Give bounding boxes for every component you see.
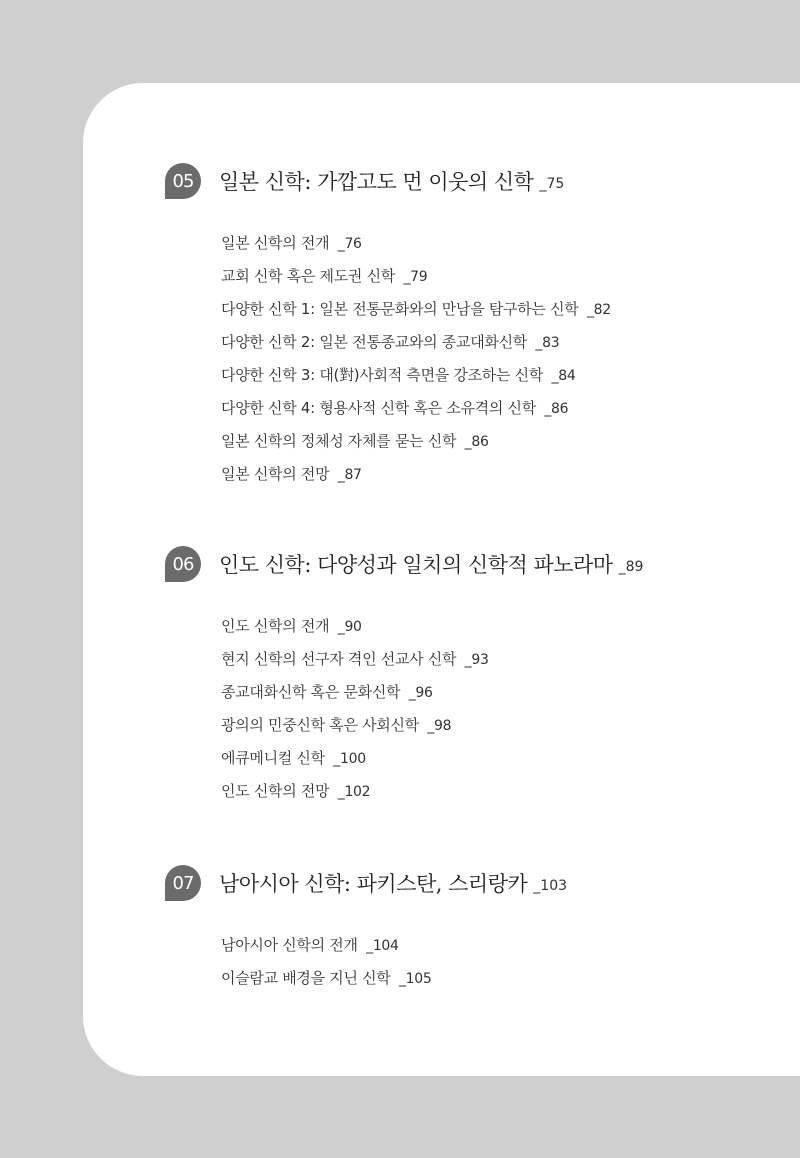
toc-entry[interactable]: [221, 293, 611, 326]
entry-title: 다양한 신학 3: 대(對)사회적 측면을 강조하는 신학: [221, 366, 544, 384]
entry-page: _82: [586, 302, 611, 318]
toc-entry[interactable]: [221, 227, 611, 260]
entry-page: _83: [535, 335, 560, 351]
entry-page: _86: [464, 434, 489, 450]
entry-title: 인도 신학의 전개: [221, 617, 330, 635]
chapter-heading: [165, 161, 564, 201]
section-list: [221, 610, 489, 808]
entry-page: _84: [551, 368, 576, 384]
chapter-number-badge: 07: [165, 865, 201, 901]
entry-title: 인도 신학의 전망: [221, 782, 330, 800]
entry-page: _87: [337, 467, 362, 483]
entry-page: _93: [464, 652, 489, 668]
chapter-page: _103: [533, 878, 568, 894]
entry-page: _76: [337, 236, 362, 252]
entry-page: _96: [408, 685, 433, 701]
entry-title: 일본 신학의 정체성 자체를 묻는 신학: [221, 432, 457, 450]
toc-entry[interactable]: [221, 709, 489, 742]
entry-title: 에큐메니컬 신학: [221, 749, 325, 767]
entry-title: 다양한 신학 2: 일본 전통종교와의 종교대화신학: [221, 333, 527, 351]
entry-title: 종교대화신학 혹은 문화신학: [221, 683, 401, 701]
toc-entry[interactable]: [221, 425, 611, 458]
toc-entry[interactable]: [221, 643, 489, 676]
section-list: [221, 227, 611, 491]
entry-title: 광의의 민중신학 혹은 사회신학: [221, 716, 419, 734]
entry-page: _100: [333, 751, 366, 767]
entry-title: 일본 신학의 전망: [221, 465, 330, 483]
toc-entry[interactable]: [221, 929, 432, 962]
entry-page: _98: [427, 718, 452, 734]
toc-entry[interactable]: [221, 742, 489, 775]
entry-page: _104: [366, 938, 399, 954]
chapter-title: 일본 신학: 가깝고도 먼 이웃의 신학: [219, 170, 534, 194]
entry-title: 다양한 신학 1: 일본 전통문화와의 만남을 탐구하는 신학: [221, 300, 579, 318]
entry-page: _90: [337, 619, 362, 635]
section-list: [221, 929, 432, 995]
chapter-number-badge: 05: [165, 163, 201, 199]
entry-title: 현지 신학의 선구자 격인 선교사 신학: [221, 650, 457, 668]
toc-entry[interactable]: [221, 260, 611, 293]
chapter-number-badge: 06: [165, 546, 201, 582]
chapter-title: 인도 신학: 다양성과 일치의 신학적 파노라마: [219, 553, 613, 577]
chapter-heading: [165, 544, 643, 584]
toc-entry[interactable]: [221, 458, 611, 491]
entry-title: 일본 신학의 전개: [221, 234, 330, 252]
chapter-title: 남아시아 신학: 파키스탄, 스리랑카: [219, 872, 528, 896]
toc-entry[interactable]: [221, 326, 611, 359]
chapter-heading: [165, 863, 567, 903]
chapter-page: _75: [539, 176, 565, 192]
toc-entry[interactable]: [221, 775, 489, 808]
entry-title: 교회 신학 혹은 제도권 신학: [221, 267, 395, 285]
toc-entry[interactable]: [221, 610, 489, 643]
entry-title: 이슬람교 배경을 지닌 신학: [221, 969, 391, 987]
chapter-page: _89: [618, 559, 644, 575]
toc-entry[interactable]: [221, 359, 611, 392]
toc-entry[interactable]: [221, 392, 611, 425]
entry-page: _79: [403, 269, 428, 285]
entry-title: 다양한 신학 4: 형용사적 신학 혹은 소유격의 신학: [221, 399, 536, 417]
toc-entry[interactable]: [221, 676, 489, 709]
toc-entry[interactable]: [221, 962, 432, 995]
entry-page: _105: [398, 971, 432, 987]
toc-page: [83, 83, 800, 1076]
entry-page: _102: [337, 784, 371, 800]
entry-title: 남아시아 신학의 전개: [221, 936, 358, 954]
entry-page: _86: [544, 401, 569, 417]
